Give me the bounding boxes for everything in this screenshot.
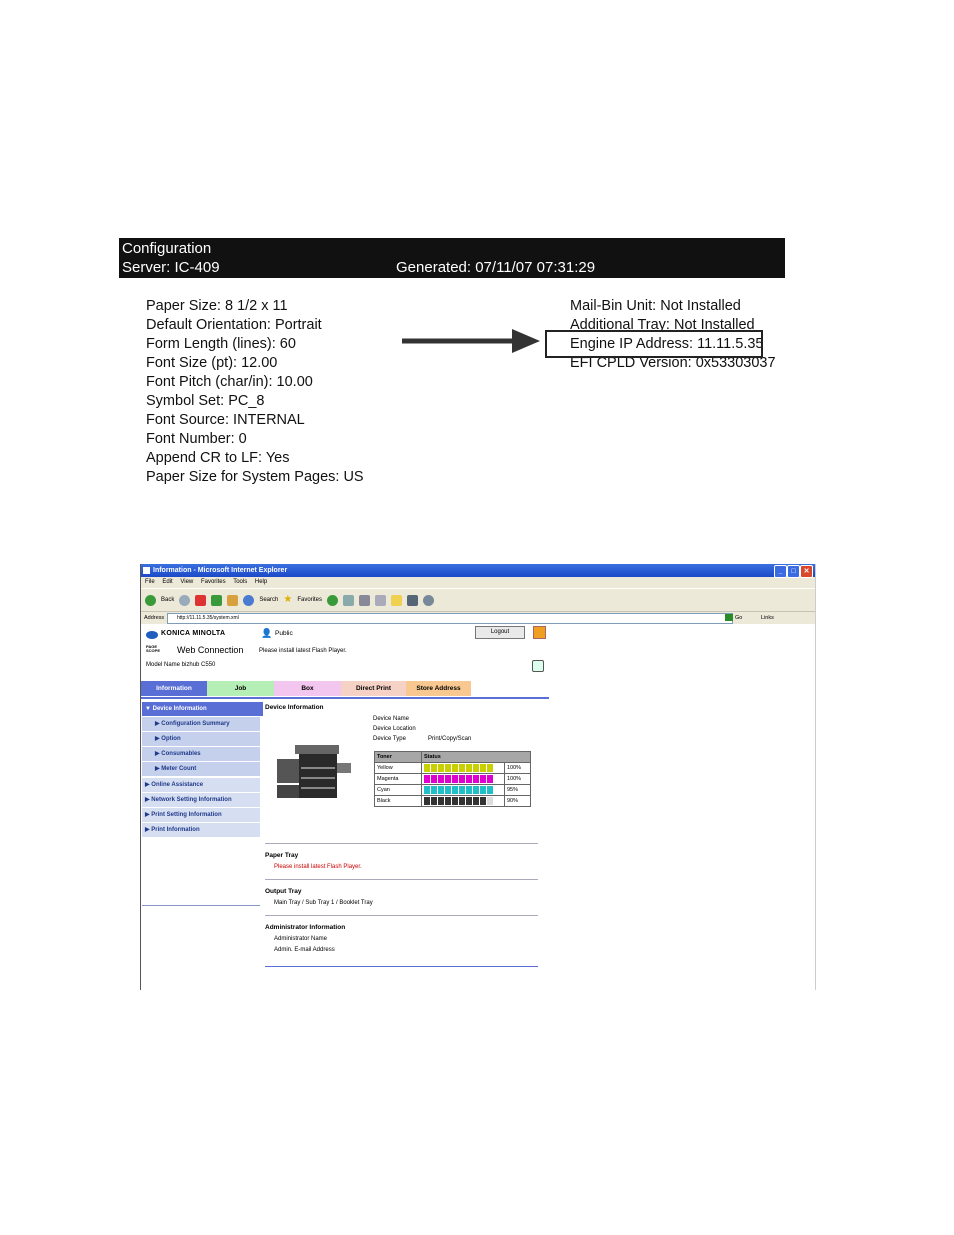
folder-icon[interactable] (391, 595, 402, 606)
refresh-page-icon[interactable] (532, 660, 544, 672)
toner-percent: 100% (505, 774, 531, 785)
config-line: Symbol Set: PC_8 (146, 393, 265, 409)
toner-segment (459, 764, 465, 772)
output-tray-value: Main Tray / Sub Tray 1 / Booklet Tray (274, 900, 373, 906)
forward-arrow-icon[interactable] (179, 595, 190, 606)
toner-segment (438, 764, 444, 772)
toner-level-bar (424, 764, 502, 772)
search-icon[interactable] (243, 595, 254, 606)
tab-store-address[interactable]: Store Address (406, 681, 471, 696)
sidebar-item-meter-count[interactable]: ▶ Meter Count (142, 762, 260, 777)
favorites-star-icon[interactable]: ★ (283, 594, 293, 605)
flash-notice: Please install latest Flash Player. (259, 648, 347, 654)
output-tray-title: Output Tray (265, 888, 302, 895)
toner-name: Cyan (375, 785, 422, 796)
address-label: Address (144, 615, 165, 621)
browser-title: Information - Microsoft Internet Explorer (153, 567, 288, 574)
toner-row (375, 785, 531, 796)
back-button-label[interactable]: Back (161, 597, 175, 603)
sidebar-item-network-setting-information[interactable]: ▶ Network Setting Information (142, 793, 260, 808)
toner-segment (452, 797, 458, 805)
toner-segment (431, 797, 437, 805)
toner-percent: 90% (505, 796, 531, 807)
toner-segment (431, 786, 437, 794)
brand-name: KONICA MINOLTA (161, 630, 226, 637)
address-bar (141, 611, 815, 624)
toner-segment (424, 786, 430, 794)
toner-segment (452, 775, 458, 783)
help-icon[interactable] (533, 626, 546, 639)
toner-segment (466, 797, 472, 805)
paper-tray-title: Paper Tray (265, 852, 299, 859)
sidebar-item-print-setting-information[interactable]: ▶ Print Setting Information (142, 808, 260, 823)
toner-segment (431, 764, 437, 772)
device-type-label: Device Type (373, 736, 406, 742)
config-line: EFI CPLD Version: 0x53303037 (570, 355, 776, 371)
page-content (141, 624, 815, 990)
tab-box[interactable]: Box (274, 681, 341, 696)
favorites-button-label[interactable]: Favorites (297, 597, 323, 603)
pagescope-logo: PAGE SCOPE (146, 644, 161, 653)
research-icon[interactable] (407, 595, 418, 606)
konica-minolta-logo-icon (146, 631, 158, 639)
user-icon: 👤 (261, 628, 273, 638)
config-line-engine-ip: Engine IP Address: 11.11.5.35 (570, 336, 764, 352)
config-left-column (146, 297, 364, 487)
config-header (119, 238, 785, 278)
config-line: Form Length (lines): 60 (146, 336, 296, 352)
config-line: Paper Size: 8 1/2 x 11 (146, 298, 288, 314)
toner-percent: 100% (505, 763, 531, 774)
toner-name: Yellow (375, 763, 422, 774)
toner-row (375, 763, 531, 774)
browser-menubar (141, 577, 815, 588)
toner-percent: 95% (505, 785, 531, 796)
main-tabs (141, 681, 549, 698)
device-info-title: Device Information (265, 704, 324, 711)
search-button-label[interactable]: Search (259, 597, 279, 603)
section-divider (265, 879, 538, 880)
menu-help[interactable]: Help (254, 579, 268, 585)
engine-ip-highlight-box (545, 330, 763, 358)
toner-segment (452, 786, 458, 794)
toner-level-bar (424, 786, 502, 794)
toner-table (374, 751, 531, 807)
toner-segment (466, 786, 472, 794)
config-line: Default Orientation: Portrait (146, 317, 322, 333)
web-connection-title: Web Connection (177, 645, 244, 655)
toner-level-bar (424, 775, 502, 783)
config-server: Server: IC-409 (122, 259, 220, 276)
toner-segment (473, 775, 479, 783)
toner-segment (445, 797, 451, 805)
edit-icon[interactable] (375, 595, 386, 606)
sidebar-divider (142, 905, 260, 906)
go-button-label[interactable]: Go (735, 615, 743, 621)
toner-segment (438, 775, 444, 783)
go-arrow-icon[interactable] (725, 614, 733, 621)
history-icon[interactable] (327, 595, 338, 606)
config-line: Font Size (pt): 12.00 (146, 355, 278, 371)
toner-segment (452, 764, 458, 772)
sidebar-item-online-assistance[interactable]: ▶ Online Assistance (142, 778, 260, 793)
config-line: Mail-Bin Unit: Not Installed (570, 298, 741, 314)
sidebar-item-consumables[interactable]: ▶ Consumables (142, 747, 260, 762)
model-name: Model Name bizhub C550 (146, 662, 216, 668)
menu-favorites[interactable]: Favorites (200, 579, 226, 585)
config-title: Configuration (122, 240, 212, 257)
printer-image (275, 737, 355, 803)
tab-underline (141, 697, 549, 699)
config-line: Font Number: 0 (146, 431, 247, 447)
menu-file[interactable]: File (145, 579, 155, 585)
toner-segment (487, 764, 493, 772)
minimize-button[interactable]: _ (774, 565, 787, 578)
admin-name-label: Administrator Name (274, 936, 328, 942)
config-line: Append CR to LF: Yes (146, 450, 290, 466)
sidebar (142, 702, 260, 908)
toner-segment (473, 764, 479, 772)
sidebar-item-device-information[interactable]: ▼ Device Information (142, 702, 263, 717)
browser-title-bar (141, 564, 815, 577)
paper-tray-notice: Please install latest Flash Player. (274, 864, 362, 870)
toner-segment (445, 764, 451, 772)
toner-segment (438, 786, 444, 794)
close-button[interactable]: ✕ (800, 565, 813, 578)
toner-row (375, 774, 531, 785)
tab-information[interactable]: Information (141, 681, 207, 696)
toner-segment (459, 797, 465, 805)
toner-segment (424, 764, 430, 772)
status-header: Status (422, 752, 531, 763)
toner-name: Black (375, 796, 422, 807)
content-bottom-line (265, 966, 538, 967)
menu-view[interactable]: View (180, 579, 194, 585)
tab-job[interactable]: Job (207, 681, 274, 696)
toner-segment (445, 786, 451, 794)
links-label[interactable]: Links (761, 615, 774, 621)
toner-segment (480, 764, 486, 772)
config-line: Font Pitch (char/in): 10.00 (146, 374, 313, 390)
device-name-label: Device Name (373, 716, 410, 722)
toner-segment (459, 775, 465, 783)
tab-direct-print[interactable]: Direct Print (341, 681, 406, 696)
toner-segment (480, 786, 486, 794)
menu-tools[interactable]: Tools (233, 579, 248, 585)
toner-level-bar (424, 797, 502, 805)
device-type-value: Print/Copy/Scan (428, 736, 472, 742)
toner-segment (424, 797, 430, 805)
browser-window (140, 564, 816, 990)
toner-segment (424, 775, 430, 783)
home-icon[interactable] (227, 595, 238, 606)
refresh-icon[interactable] (211, 595, 222, 606)
logout-button[interactable]: Logout (475, 626, 525, 639)
toner-segment (445, 775, 451, 783)
pointer-arrow-icon (400, 327, 545, 355)
toner-segment (487, 775, 493, 783)
toner-segment (487, 786, 493, 794)
device-location-label: Device Location (373, 726, 416, 732)
sidebar-item-print-information[interactable]: ▶ Print Information (142, 823, 260, 838)
toner-segment (473, 786, 479, 794)
toner-segment (438, 797, 444, 805)
messenger-icon[interactable] (423, 595, 434, 606)
address-input[interactable]: http://11.11.5.35/system.xml (167, 613, 733, 624)
sidebar-item-configuration-summary[interactable]: ▶ Configuration Summary (142, 717, 260, 732)
toner-segment (480, 775, 486, 783)
sidebar-item-option[interactable]: ▶ Option (142, 732, 260, 747)
toner-name: Magenta (375, 774, 422, 785)
toner-header-row (375, 752, 531, 763)
toner-segment (487, 797, 493, 805)
toner-segment (466, 775, 472, 783)
menu-edit[interactable]: Edit (162, 579, 173, 585)
toner-segment (480, 797, 486, 805)
toner-segment (473, 797, 479, 805)
toner-row (375, 796, 531, 807)
toner-segment (466, 764, 472, 772)
config-line: Paper Size for System Pages: US (146, 469, 364, 485)
section-divider (265, 843, 538, 844)
admin-info-title: Administrator Information (265, 924, 346, 931)
config-generated: Generated: 07/11/07 07:31:29 (396, 259, 596, 276)
stop-icon[interactable] (195, 595, 206, 606)
toner-segment (431, 775, 437, 783)
config-line: Additional Tray: Not Installed (570, 317, 755, 333)
config-line: Font Source: INTERNAL (146, 412, 305, 428)
ie-icon (143, 567, 150, 574)
section-divider (265, 915, 538, 916)
toner-segment (459, 786, 465, 794)
toner-header: Toner (375, 752, 422, 763)
maximize-button[interactable]: □ (787, 565, 800, 578)
print-icon[interactable] (359, 595, 370, 606)
browser-toolbar (141, 588, 815, 611)
mail-icon[interactable] (343, 595, 354, 606)
user-name: Public (275, 630, 293, 637)
admin-email-label: Admin. E-mail Address (274, 947, 335, 953)
back-arrow-icon[interactable] (145, 595, 156, 606)
